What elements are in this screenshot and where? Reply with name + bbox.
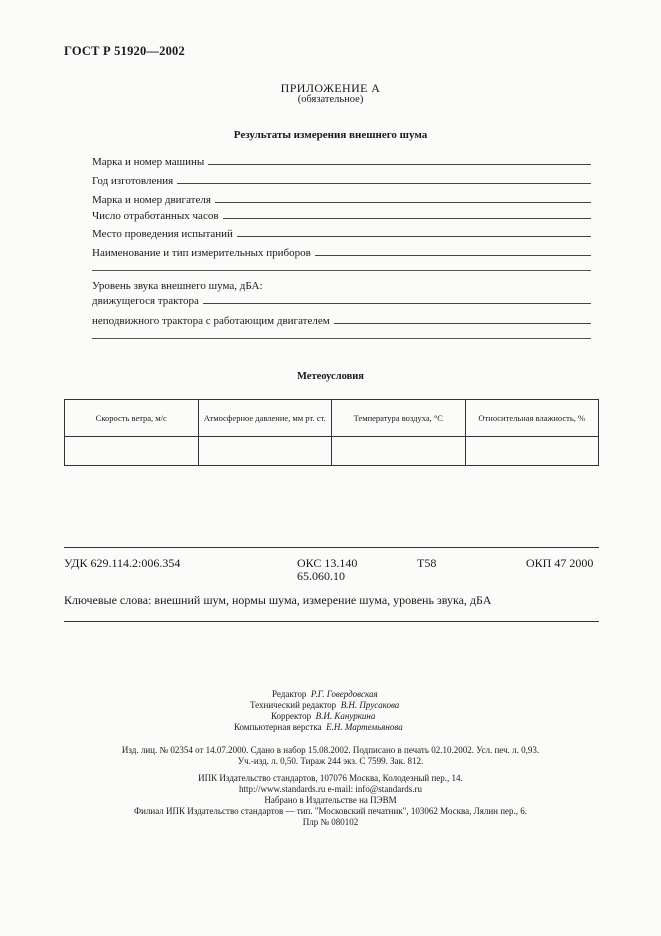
column-header-temperature: Температура воздуха, °С	[332, 400, 466, 437]
fill-line	[223, 218, 591, 219]
tech-editor-line	[250, 700, 399, 711]
table-header-row	[65, 400, 599, 437]
keywords: Ключевые слова: внешний шум, нормы шума, измерение шума, уровень звука, дБА	[64, 593, 492, 607]
table-cell	[332, 437, 466, 466]
divider	[64, 621, 599, 622]
role-label: Редактор	[272, 689, 307, 699]
corrector-line	[271, 711, 375, 722]
role-label: Технический редактор	[250, 700, 337, 710]
publisher-web: http://www.standards.ru e-mail: info@standards.ru	[239, 784, 422, 794]
appendix-subtitle: (обязательное)	[297, 94, 364, 105]
column-header-wind: Скорость ветра, м/с	[65, 400, 199, 437]
table-cell	[465, 437, 599, 466]
field-label: Число отработанных часов	[92, 210, 219, 222]
field-label: движущегося трактора	[92, 295, 199, 307]
field-instruments	[92, 243, 591, 259]
blank-line	[92, 270, 591, 271]
field-hours	[92, 206, 591, 222]
field-engine-brand	[92, 190, 591, 206]
role-label: Компьютерная верстка	[234, 722, 322, 732]
blank-line	[92, 338, 591, 339]
layout-line	[234, 722, 403, 733]
editor-line	[272, 689, 378, 700]
fill-line	[237, 236, 591, 237]
field-moving-tractor	[92, 291, 591, 307]
fill-line	[208, 164, 591, 165]
person-name: Е.Н. Мартемьянова	[326, 722, 403, 732]
oks-code: ОКС 13.140	[297, 556, 358, 570]
sound-level-label: Уровень звука внешнего шума, дБА:	[92, 280, 263, 292]
okp-code: ОКП 47 2000	[526, 556, 594, 570]
person-name: В.Н. Прусакова	[340, 700, 400, 710]
column-header-pressure: Атмосферное давление, мм рт. ст.	[198, 400, 332, 437]
field-machine-brand	[92, 152, 591, 168]
group-code: Т58	[417, 556, 437, 570]
field-test-place	[92, 224, 591, 240]
field-label: Место проведения испытаний	[92, 228, 233, 240]
publication-info: Изд. лиц. № 02354 от 14.07.2000. Сдано в набор 15.08.2002. Подписано в печать 02.10.2002. Усл. печ. л. 0,93.	[121, 745, 540, 755]
fill-line	[215, 202, 591, 203]
udc-code: УДК 629.114.2:006.354	[64, 556, 181, 570]
publication-info-2: Уч.-изд. л. 0,50. Тираж 244 экз. С 7599. Зак. 812.	[237, 756, 424, 766]
document-number: ГОСТ Р 51920—2002	[64, 44, 185, 58]
fill-line	[177, 183, 591, 184]
fill-line	[334, 323, 591, 324]
weather-title: Метеоусловия	[297, 371, 364, 382]
fill-line	[315, 255, 591, 256]
appendix-title: ПРИЛОЖЕНИЕ А	[280, 81, 381, 95]
field-label: Наименование и тип измерительных приборов	[92, 247, 311, 259]
field-year	[92, 171, 591, 187]
field-label: Год изготовления	[92, 175, 174, 187]
divider	[64, 547, 599, 548]
column-header-humidity: Относительная влажность, %	[465, 400, 599, 437]
role-label: Корректор	[271, 711, 312, 721]
field-stationary-tractor	[92, 311, 591, 327]
person-name: В.И. Кануркина	[315, 711, 376, 721]
section-title: Результаты измерения внешнего шума	[233, 129, 428, 141]
field-label: Марка и номер машины	[92, 156, 205, 168]
table-cell	[65, 437, 199, 466]
license-number: Плр № 080102	[302, 817, 359, 827]
person-name: Р.Г. Говердовская	[310, 689, 378, 699]
field-label: Марка и номер двигателя	[92, 194, 211, 206]
typeset-note: Набрано в Издательстве на ПЭВМ	[264, 795, 397, 805]
fill-line	[203, 303, 591, 304]
publisher-address: ИПК Издательство стандартов, 107076 Москва, Колодезный пер., 14.	[198, 773, 463, 783]
branch-address: Филиал ИПК Издательство стандартов — тип. "Московский печатник", 103062 Москва, Лялин пер., 6.	[133, 806, 528, 816]
table-row	[65, 437, 599, 466]
table-cell	[198, 437, 332, 466]
field-label: неподвижного трактора с работающим двигателем	[92, 315, 330, 327]
oks-code-2: 65.060.10	[297, 569, 345, 583]
weather-table	[64, 399, 599, 466]
